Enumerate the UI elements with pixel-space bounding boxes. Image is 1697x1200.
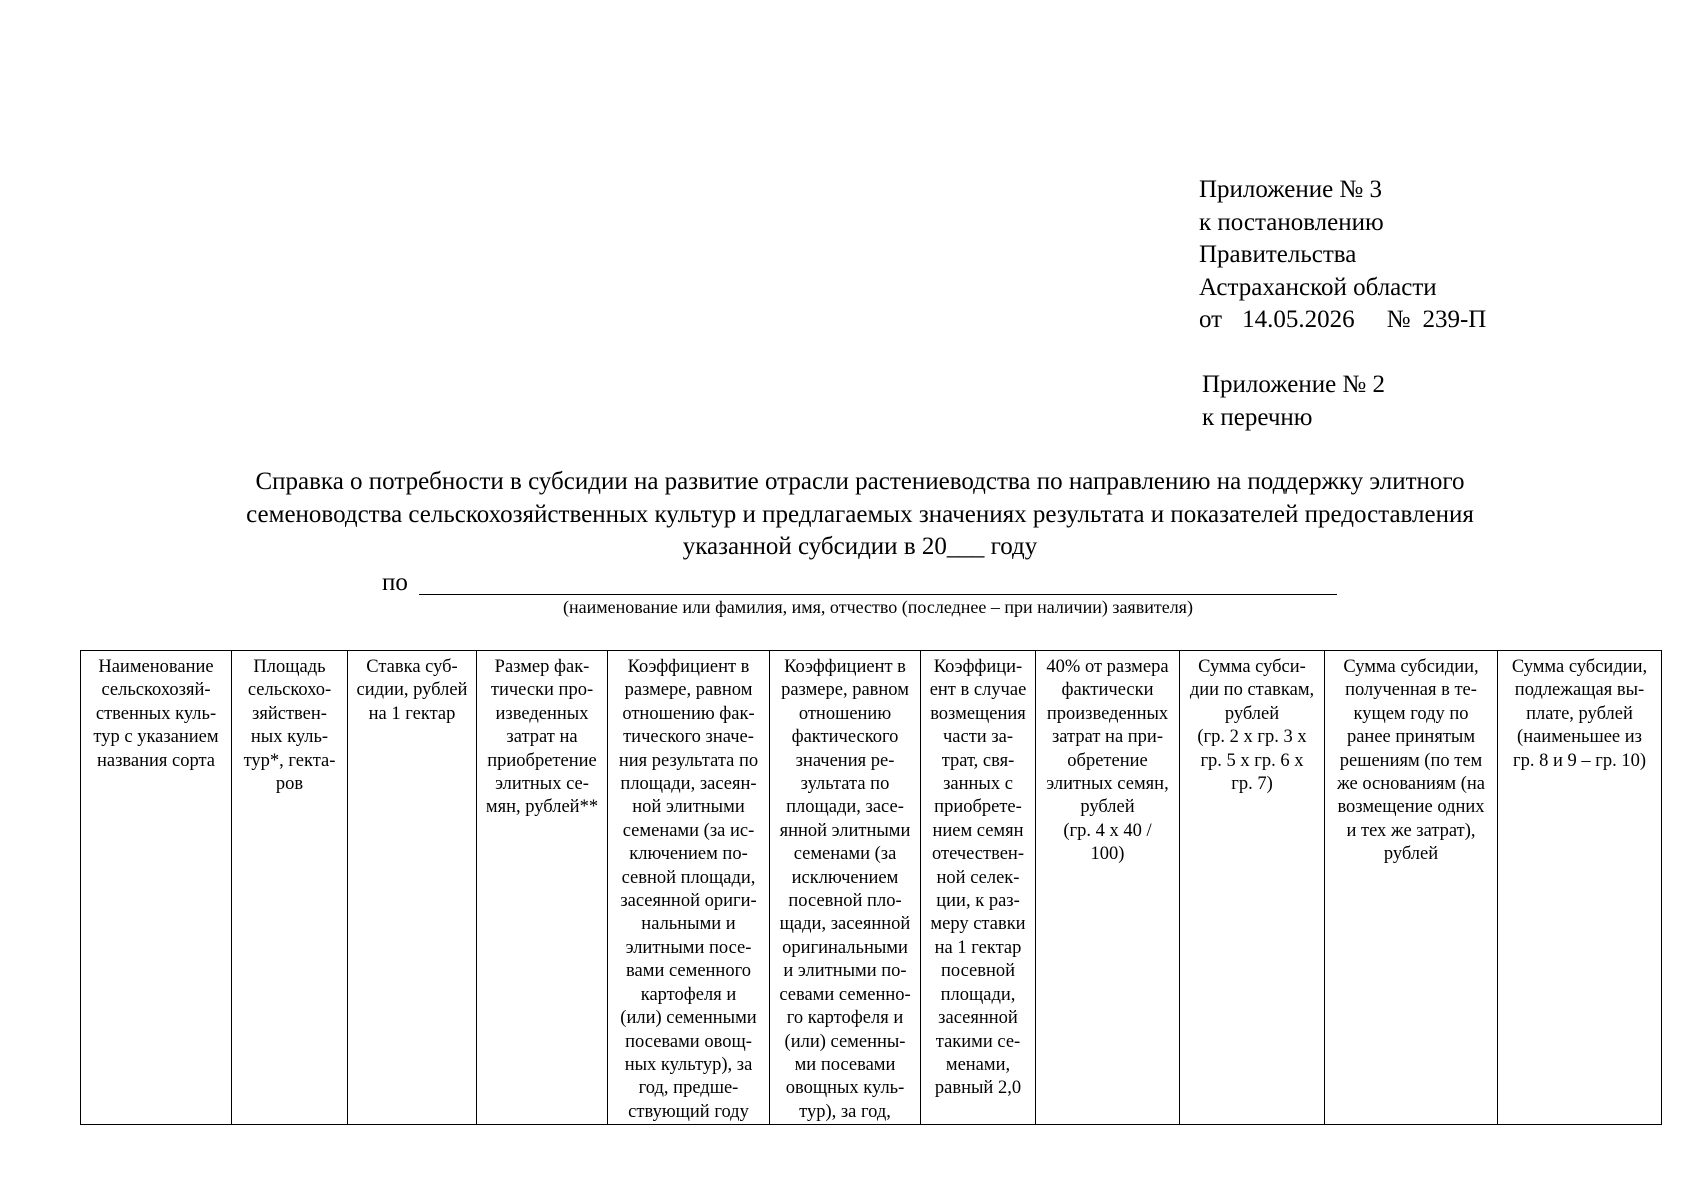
header-cell-line: Сумма субсидии, [1511, 657, 1648, 677]
table-header-cell [348, 651, 477, 1125]
header-cell-line: решениям (по тем [1339, 750, 1483, 771]
header-cell-line: равный 2,0 [934, 1078, 1022, 1099]
header-cell-line: элитных семян, [1046, 774, 1169, 795]
table-header-cell [1498, 651, 1662, 1125]
decree-date-line [1199, 304, 1486, 337]
header-cell-line: зяйствен- [252, 703, 327, 724]
title-line: указанной субсидии в 20___ году [682, 533, 1038, 560]
header-cell-line: щади, засеянной [779, 914, 911, 935]
header-cell-line: значения ре- [795, 750, 895, 771]
header-cell-line: Площадь [253, 657, 326, 677]
header-cell-line: зультата по [800, 774, 890, 795]
header-cell-line: же основаниям (на [1336, 774, 1486, 795]
header-cell-line: возмещение одних [1337, 797, 1485, 818]
header-cell-line: оригинальными [782, 937, 908, 958]
header-cell-line: (гр. 2 х гр. 3 х [1197, 727, 1307, 748]
header-cell-line: вами семенного [626, 961, 751, 982]
header-cell-line: Коэффици- [933, 657, 1023, 677]
header-cell-line: Наименование [98, 657, 214, 677]
header-cell-line: ной элитными [632, 797, 745, 818]
appendix-3-line: Правительства [1199, 241, 1357, 268]
header-cell-line: ранее принятым [1346, 727, 1476, 748]
header-cell-line: сельскохо- [247, 680, 332, 701]
header-cell-line: рублей [1383, 844, 1439, 865]
header-cell-line: засеянной [938, 1008, 1018, 1029]
header-cell-line: возмещения [930, 703, 1026, 724]
applicant-line [382, 568, 408, 598]
header-cell-line: подлежащая вы- [1514, 680, 1645, 701]
header-cell-line: приобретение [487, 750, 597, 771]
decree-number: 239-П [1422, 306, 1487, 333]
header-cell-line: Коэффициент в [627, 657, 750, 677]
table-header-cell [1180, 651, 1325, 1125]
header-cell-line: сидии, рублей [356, 680, 468, 701]
table-header-cell [477, 651, 608, 1125]
header-cell-line: отечествен- [931, 844, 1024, 865]
header-cell-line: кущем году по [1353, 703, 1469, 724]
header-cell-line: ных куль- [250, 727, 329, 748]
header-cell-line: меру ставки [930, 914, 1026, 935]
table-header-cell [921, 651, 1036, 1125]
header-cell-line: посевной пло- [788, 891, 902, 912]
header-cell-line: сельскохозяй- [101, 680, 211, 701]
header-cell-line: менами, [945, 1054, 1011, 1075]
header-cell-line: затрат на [506, 727, 578, 748]
header-cell-line: тически про- [490, 680, 594, 701]
header-cell-line: фактического [791, 727, 899, 748]
header-cell-line: и элитными по- [783, 961, 907, 982]
header-cell-line: тур*, гекта- [243, 750, 336, 771]
header-cell-line: на 1 гектар [934, 937, 1022, 958]
header-cell-line: посевами овощ- [625, 1031, 752, 1052]
table-header-cell [608, 651, 770, 1125]
header-cell-line: 40% от размера [1046, 657, 1169, 677]
header-cell-line: приобрете- [934, 797, 1022, 818]
appendix-3-block [1199, 174, 1486, 337]
header-cell-line: элитными посе- [625, 937, 752, 958]
header-cell-line: Коэффициент в [784, 657, 906, 677]
header-cell-line: ров [275, 774, 304, 795]
header-cell-line: занных с [943, 774, 1013, 795]
header-cell-line: размере, равном [781, 680, 909, 701]
header-cell-line: на 1 гектар [368, 703, 456, 724]
table-header-cell [232, 651, 348, 1125]
header-cell-line: затрат на при- [1052, 727, 1163, 748]
header-cell-line: дии по ставкам, [1189, 680, 1315, 701]
header-cell-line: семенами (за ис- [622, 820, 755, 841]
header-cell-line: нальными и [641, 914, 736, 935]
header-cell-line: Ставка суб- [366, 657, 458, 677]
header-cell-line: картофеля и [640, 984, 737, 1005]
header-cell-line: и тех же затрат), [1346, 820, 1476, 841]
header-cell-line: изведенных [495, 703, 589, 724]
header-cell-line: Сумма субси- [1198, 657, 1306, 677]
applicant-underline [419, 594, 1337, 595]
header-cell-line: Размер фак- [494, 657, 590, 677]
appendix-3-line: Астраханской области [1199, 273, 1437, 301]
applicant-caption: (наименование или фамилия, имя, отчество (последнее – при наличии) заявителя) [563, 597, 1193, 617]
header-cell-line: (гр. 4 х 40 / [1063, 820, 1152, 841]
header-cell-line: полученная в те- [1345, 680, 1477, 701]
header-cell-line: севной площади, [621, 867, 756, 888]
header-cell-line: ной селек- [936, 867, 1020, 888]
header-cell-line: севами семенно- [779, 984, 911, 1005]
header-cell-line: тур), за год, [799, 1101, 891, 1122]
header-cell-line: исключением [791, 867, 899, 888]
header-cell-line: 100) [1090, 844, 1125, 865]
date-prefix: от [1199, 306, 1223, 333]
header-cell-line: тур с указанием [93, 727, 219, 748]
document-title [100, 466, 1620, 564]
header-cell-line: тического значе- [623, 727, 754, 748]
title-line: Справка о потребности в субсидии на развитие отрасли растениеводства по направлению на поддержку элитного [255, 468, 1465, 495]
header-cell-line: отношению фак- [622, 703, 755, 724]
header-cell-line: ции, к раз- [936, 891, 1020, 912]
header-cell-line: трат, свя- [941, 750, 1015, 771]
header-cell-line: обретение [1067, 750, 1148, 771]
header-cell-line: год, предше- [638, 1078, 739, 1099]
subsidy-table [80, 650, 1662, 1125]
header-cell-line: (или) семенны- [784, 1031, 906, 1052]
header-cell-line: янной элитными [779, 820, 911, 841]
header-cell-line: рублей [1080, 797, 1135, 818]
header-cell-line: ствующий году [628, 1101, 749, 1122]
header-cell-line: нием семян [932, 820, 1024, 841]
header-cell-line: ми посевами [794, 1054, 896, 1075]
applicant-prefix: по [382, 569, 408, 596]
header-cell-line: части за- [942, 727, 1014, 748]
number-sign: № [1386, 306, 1411, 333]
table-header-cell [81, 651, 232, 1125]
header-cell-line: ственных куль- [95, 703, 217, 724]
header-cell-line: Сумма субсидии, [1343, 657, 1479, 677]
header-cell-line: овощных куль- [785, 1078, 905, 1099]
appendix-2-block [1202, 369, 1385, 434]
appendix-3-line: к постановлению [1199, 208, 1384, 236]
appendix-3-line: Приложение № 3 [1199, 176, 1383, 203]
header-cell-line: ент в случае [929, 680, 1027, 701]
header-cell-line: гр. 7) [1231, 774, 1273, 795]
header-cell-line: (или) семенными [620, 1008, 757, 1029]
header-cell-line: элитных се- [495, 774, 589, 795]
header-cell-line: ключением по- [629, 844, 748, 865]
title-line: семеноводства сельскохозяйственных культур и предлагаемых значениях результата и показателей предоставления [246, 500, 1474, 528]
header-cell-line: рублей [1224, 703, 1280, 724]
header-cell-line: посевной [940, 961, 1016, 982]
header-cell-line: площади, [940, 984, 1016, 1005]
header-cell-line: (наименьшее из [1517, 727, 1642, 748]
header-cell-line: размере, равном [624, 680, 753, 701]
header-cell-line: названия сорта [96, 750, 216, 771]
table-header-cell [770, 651, 921, 1125]
header-cell-line: гр. 8 и 9 – гр. 10) [1513, 750, 1646, 771]
header-cell-line: засеянной ориги- [620, 891, 757, 912]
header-cell-line: площади, засе- [786, 797, 904, 818]
header-cell-line: произведенных [1046, 703, 1169, 724]
header-cell-line: фактически [1061, 680, 1154, 701]
header-cell-line: го картофеля и [786, 1008, 904, 1029]
header-cell-line: ных культур), за [624, 1054, 753, 1075]
appendix-2-line: Приложение № 2 [1202, 371, 1386, 398]
header-cell-line: мян, рублей** [485, 797, 599, 818]
decree-date: 14.05.2026 [1242, 306, 1355, 333]
header-cell-line: семенами (за [793, 844, 897, 865]
header-cell-line: такими се- [935, 1031, 1021, 1052]
table-header-row [81, 651, 1662, 1125]
header-cell-line: плате, рублей [1526, 703, 1633, 724]
table-header-cell [1325, 651, 1498, 1125]
appendix-2-line: к перечню [1202, 403, 1313, 431]
table-header-cell [1036, 651, 1180, 1125]
header-cell-line: отношению [798, 703, 892, 724]
header-cell-line: ния результата по [618, 750, 759, 771]
header-cell-line: площади, засеян- [620, 774, 757, 795]
header-cell-line: гр. 5 х гр. 6 х [1200, 750, 1304, 771]
